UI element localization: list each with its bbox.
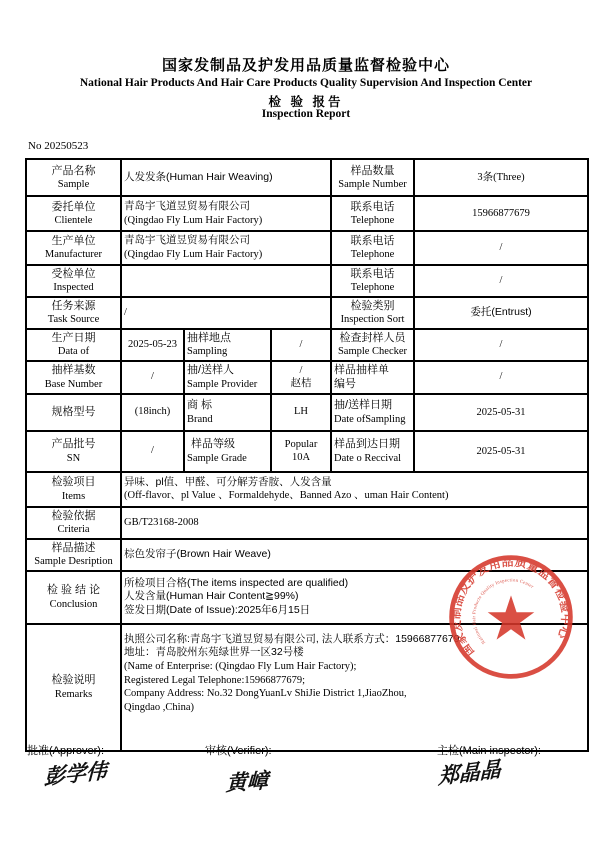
row-production-date <box>26 329 588 361</box>
stamp-ring-text: 国家发制品及护发用品质量监督检验中心 <box>449 555 573 659</box>
inspector-label: 主检(Main inspector): <box>437 745 541 757</box>
sampling-date-value: 2025-05-31 <box>414 394 588 431</box>
row-model <box>26 394 588 431</box>
inspected-phone-label: 联系电话 Telephone <box>331 265 414 297</box>
row-manufacturer <box>26 231 588 265</box>
task-source-label: 任务来源 Task Source <box>26 297 121 329</box>
clientele-phone-value: 15966877679 <box>414 196 588 231</box>
row-sn <box>26 431 588 472</box>
verifier-label: 审核(Verifier): <box>205 745 272 757</box>
sampling-place-label: 抽样地点 Sampling <box>184 329 271 361</box>
sample-value: 人发发条(Human Hair Weaving) <box>121 159 331 196</box>
sample-number-value: 3条(Three) <box>414 159 588 196</box>
criteria-value: GB/T23168-2008 <box>121 507 588 539</box>
conclusion-label: 检 验 结 论 Conclusion <box>26 571 121 624</box>
sampling-sheet-no-value: / <box>414 361 588 394</box>
clientele-phone-label: 联系电话 Telephone <box>331 196 414 231</box>
sample-provider-value: / 赵桔 <box>271 361 331 394</box>
inspector-signature: 郑晶晶 <box>438 757 501 789</box>
inspected-phone-value: / <box>414 265 588 297</box>
row-base-number <box>26 361 588 394</box>
center-title-en: National Hair Products And Hair Care Products Quality Supervision And Inspection Center <box>79 77 533 89</box>
sample-label: 产品名称 Sample <box>26 159 121 196</box>
model-label: 规格型号 <box>26 394 121 431</box>
task-source-value: / <box>121 297 331 329</box>
criteria-label: 检验依据 Criteria <box>26 507 121 539</box>
remarks-value: 执照公司名称:青岛宇飞道昱贸易有限公司, 法人联系方式：15966877679 地址：青岛胶州东苑绿世界一区32号楼 (Name of Enterprise: (Qingdao Fly Lum Hair Factory); Registered Legal Telephone:15966877679; Company Address: No.32 DongYuanLv ShiJie District 1,JiaoZhou, Qingdao ,China) <box>121 624 588 751</box>
sampling-sheet-no-label: 样品抽样单 编号 <box>331 361 414 394</box>
base-number-label: 抽样基数 Base Number <box>26 361 121 394</box>
sn-value: / <box>121 431 184 472</box>
clientele-label: 委托单位 Clientele <box>26 196 121 231</box>
row-task-source <box>26 297 588 329</box>
inspection-sort-value: 委托(Entrust) <box>414 297 588 329</box>
sample-grade-label: 样品等级 Sample Grade <box>184 431 271 472</box>
sample-description-value: 棕色发帘子(Brown Hair Weave) <box>121 539 588 571</box>
sample-checker-label: 检查封样人员 Sample Checker <box>331 329 414 361</box>
report-title-en: Inspection Report <box>261 108 351 120</box>
production-date-label: 生产日期 Data of <box>26 329 121 361</box>
sn-label: 产品批号 SN <box>26 431 121 472</box>
arrival-date-value: 2025-05-31 <box>414 431 588 472</box>
row-conclusion <box>26 571 588 624</box>
sampling-date-label: 抽/送样日期 Date ofSampling <box>331 394 414 431</box>
base-number-value: / <box>121 361 184 394</box>
items-value: 异味、pl值、甲醛、可分解芳香胺、人发含量 (Off-flavor、pl Value 、Formaldehyde、Banned Azo 、uman Hair Content) <box>121 472 588 507</box>
row-inspected <box>26 265 588 297</box>
row-items <box>26 472 588 507</box>
row-criteria <box>26 507 588 539</box>
row-sample-description <box>26 539 588 571</box>
manufacturer-label: 生产单位 Manufacturer <box>26 231 121 265</box>
approver-label: 批准(Approver): <box>27 745 105 757</box>
sample-description-label: 样品描述 Sample Desription <box>26 539 121 571</box>
conclusion-value: 所检项目合格(The items inspected are qualified) 人发含量(Human Hair Content≧99%) 签发日期(Date of Issue):2025年6月15日 <box>121 571 588 624</box>
row-remarks <box>26 624 588 751</box>
center-title-zh: 国家发制品及护发用品质量监督检验中心 <box>161 57 450 74</box>
sample-checker-value: / <box>414 329 588 361</box>
sample-number-label: 样品数量 Sample Number <box>331 159 414 196</box>
arrival-date-label: 样品到达日期 Date o Reccival <box>331 431 414 472</box>
stamp-inner-text: National Hair Products Quality Inspection Center <box>472 578 535 645</box>
approver-signature: 彭学伟 <box>43 758 108 790</box>
brand-value: LH <box>271 394 331 431</box>
sample-grade-value: Popular 10A <box>271 431 331 472</box>
manufacturer-value: 青岛宇飞道昱贸易有限公司 (Qingdao Fly Lum Hair Factory) <box>121 231 331 265</box>
row-sample <box>26 159 588 196</box>
brand-label: 商 标 Brand <box>184 394 271 431</box>
verifier-signature: 黄嶂 <box>225 768 269 796</box>
clientele-value: 青岛宇飞道昱贸易有限公司 (Qingdao Fly Lum Hair Factory) <box>121 196 331 231</box>
manufacturer-phone-value: / <box>414 231 588 265</box>
report-title-zh: 检 验 报告 <box>268 95 344 109</box>
remarks-label: 检验说明 Remarks <box>26 624 121 751</box>
report-number: No 20250523 <box>28 140 89 152</box>
manufacturer-phone-label: 联系电话 Telephone <box>331 231 414 265</box>
report-table <box>25 158 589 752</box>
production-date-value: 2025-05-23 <box>121 329 184 361</box>
sampling-place-value: / <box>271 329 331 361</box>
model-value: (18inch) <box>121 394 184 431</box>
row-clientele <box>26 196 588 231</box>
sample-provider-label: 抽/送样人 Sample Provider <box>184 361 271 394</box>
items-label: 检验项目 Items <box>26 472 121 507</box>
inspected-label: 受检单位 Inspected <box>26 265 121 297</box>
inspected-value <box>121 265 331 297</box>
inspection-sort-label: 检验类别 Inspection Sort <box>331 297 414 329</box>
